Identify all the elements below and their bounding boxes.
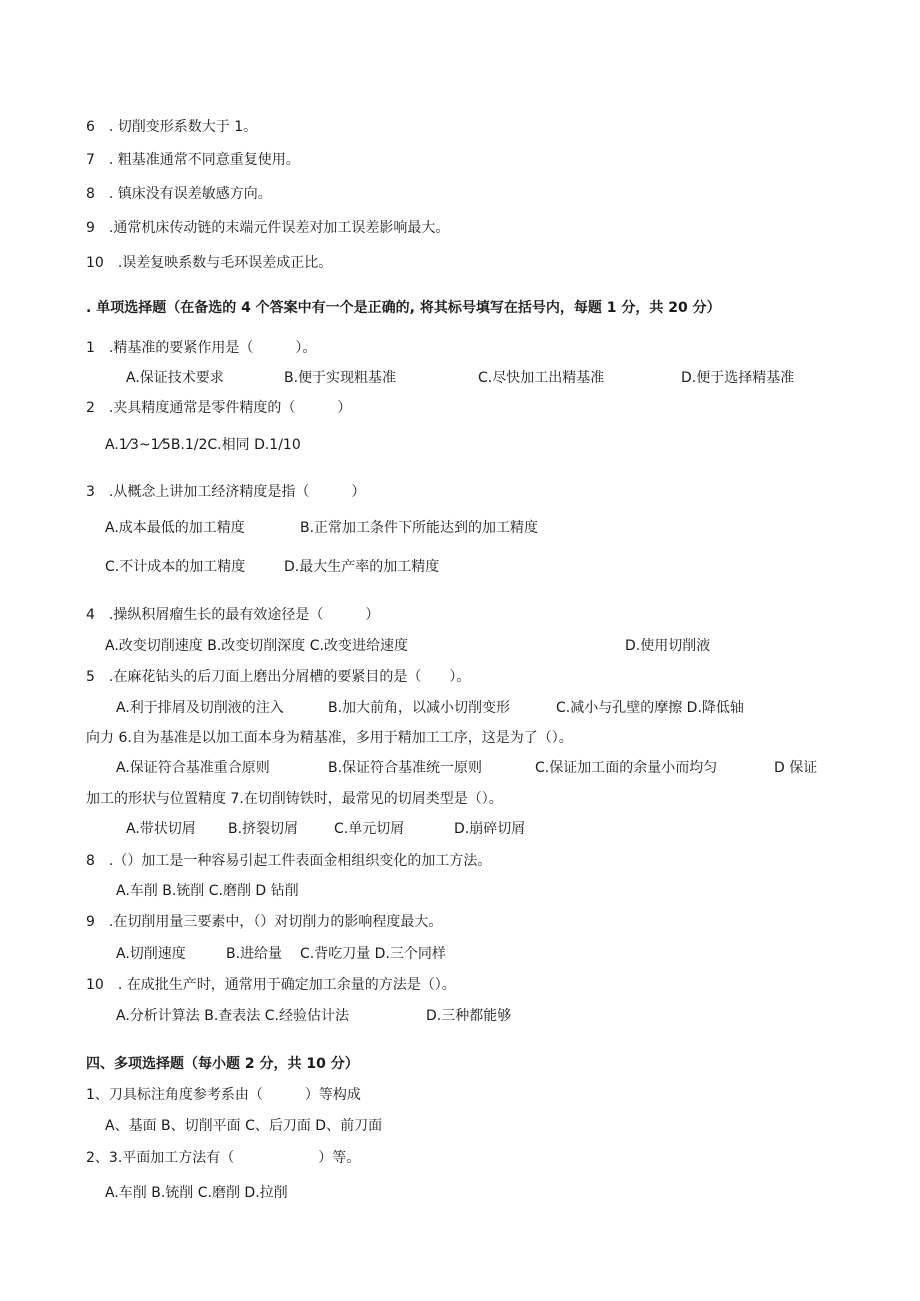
question-1: 1 .精基准的要紧作用是（ ）。 [86, 340, 317, 356]
q5-option-cd: C.减小与孔壁的摩擦 D.降低轴 [556, 700, 744, 716]
q4-option-d: D.使用切削液 [625, 638, 711, 654]
q9-option-cd: C.背吃刀量 D.三个同样 [300, 946, 446, 962]
multi-q1-options: A、基面 B、切削平面 C、后刀面 D、前刀面 [105, 1118, 383, 1134]
tf-item-9: 9 .通常机床传动链的末端元件误差对加工误差影响最大。 [86, 220, 450, 236]
q6-continuation-q7: 加工的形状与位置精度 7.在切削铸铁时，最常见的切屑类型是（）。 [86, 791, 503, 807]
q5-option-a: A.利于排屑及切削液的注入 [116, 700, 284, 716]
q6-option-d: D 保证 [774, 760, 818, 776]
q3-option-c: C.不计成本的加工精度 [105, 559, 246, 575]
tf-item-8: 8 . 镇床没有误差敏感方向。 [86, 186, 272, 202]
q7-option-c: C.单元切屑 [334, 821, 405, 837]
question-9: 9 .在切削用量三要素中，（）对切削力的影响程度最大。 [86, 914, 443, 930]
q10-options-abc: A.分析计算法 B.查表法 C.经验估计法 [116, 1008, 349, 1024]
question-3: 3 .从概念上讲加工经济精度是指（ ） [86, 484, 366, 500]
q3-option-d: D.最大生产率的加工精度 [284, 559, 440, 575]
question-8: 8 .（）加工是一种容易引起工件表面金相组织变化的加工方法。 [86, 853, 492, 869]
q3-option-a: A.成本最低的加工精度 [105, 520, 245, 536]
q6-option-c: C.保证加工面的余量小而均匀 [535, 760, 718, 776]
q1-option-c: C.尽快加工出精基准 [478, 370, 605, 386]
q7-option-b: B.挤裂切屑 [228, 821, 299, 837]
q7-option-d: D.崩碎切屑 [454, 821, 526, 837]
tf-item-6: 6 . 切削变形系数大于 1。 [86, 119, 258, 135]
q6-option-b: B.保证符合基准统一原则 [328, 760, 483, 776]
multi-question-1: 1、刀具标注角度参考系由（ ）等构成 [86, 1087, 361, 1103]
multi-question-2: 2、3.平面加工方法有（ ）等。 [86, 1150, 361, 1166]
multi-choice-heading: 四、多项选择题（每小题 2 分，共 10 分） [86, 1056, 359, 1072]
q9-option-a: A.切削速度 [116, 946, 186, 962]
q5-continuation-q6: 向力 6.自为基准是以加工面本身为精基准，多用于精加工工序，这是为了（）。 [86, 730, 573, 746]
q8-options: A.车削 B.铳削 C.磨削 D 钻削 [116, 883, 299, 899]
question-4: 4 .操纵积屑瘤生长的最有效途径是（ ） [86, 607, 380, 623]
multi-q2-options: A.车削 B.铳削 C.磨削 D.拉削 [105, 1185, 288, 1201]
q6-option-a: A.保证符合基准重合原则 [116, 760, 270, 776]
q1-option-b: B.便于实现粗基准 [284, 370, 397, 386]
q5-option-b: B.加大前角，以减小切削变形 [328, 700, 511, 716]
question-5: 5 .在麻花钻头的后刀面上磨出分屑槽的要紧目的是（ ）。 [86, 669, 471, 685]
question-2: 2 .夹具精度通常是零件精度的（ ） [86, 400, 352, 416]
q1-option-a: A.保证技术要求 [126, 370, 224, 386]
single-choice-heading: . 单项选择题（在备选的 4 个答案中有一个是正确的, 将其标号填写在括号内，每题 1 分，共 20 分） [86, 300, 721, 316]
q4-options-abc: A.改变切削速度 B.改变切削深度 C.改变进给速度 [105, 638, 408, 654]
q9-option-b: B.进给量 [226, 946, 283, 962]
q10-option-d: D.三种都能够 [426, 1008, 512, 1024]
q2-options: A.1⁄3~1⁄5B.1/2C.相同 D.1/10 [105, 437, 301, 453]
q3-option-b: B.正常加工条件下所能达到的加工精度 [300, 520, 539, 536]
tf-item-7: 7 . 粗基准通常不同意重复使用。 [86, 152, 300, 168]
q7-option-a: A.带状切屑 [126, 821, 196, 837]
question-10: 10 . 在成批生产时，通常用于确定加工余量的方法是（）。 [86, 977, 456, 993]
q1-option-d: D.便于选择精基准 [681, 370, 795, 386]
tf-item-10: 10 .误差复映系数与毛环误差成正比。 [86, 255, 333, 271]
